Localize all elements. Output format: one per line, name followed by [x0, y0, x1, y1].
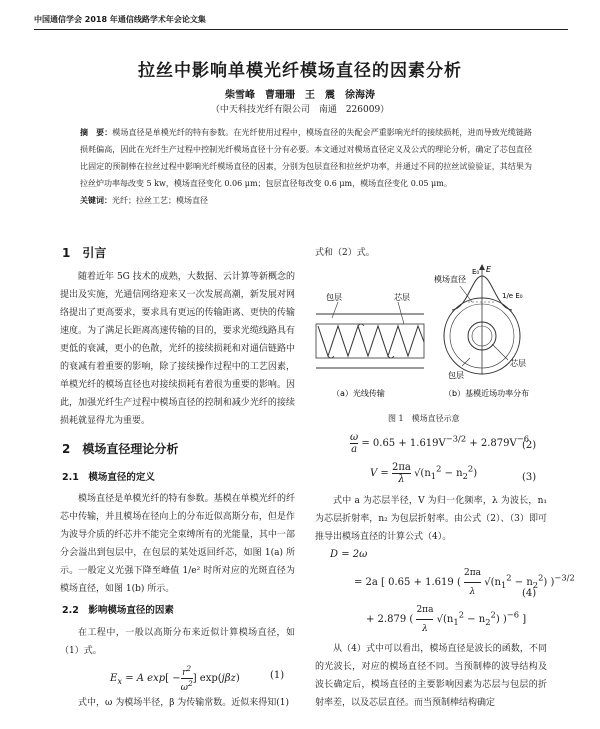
label-core-b: 芯层 — [510, 359, 526, 368]
label-mfd: 模场直径 — [434, 275, 466, 284]
section-1-paragraph: 随着近年 5G 技术的成熟，大数据、云计算等新概念的提出及实施，光通信网络迎来又一次发展高潮，新发展对网络提出了更高要求，要求具有更远的传输距离、更快的传输速度。为了满足长距离高速传输的目的，要求光缆线路具有更低的衰减，更小的色散，光纤的接续损耗和对通信链路中的衰减有着重要的影响，除了接续操作过程中的工艺因素，单模光纤的模场直径也对接续损耗有着很为重要的影响。因此，加强光纤生产过程中模场直径的控制和减少光纤的接续损耗就显得尤为重要。 — [60, 272, 295, 426]
section-1-heading: 1 引言 — [62, 246, 107, 260]
abstract-block — [80, 124, 532, 209]
paragraph-final: 从（4）式中可以看出，模场直径是波长的函数，不同的光波长，对应的模场直径不同。当预制棒的波导结构及波长确定后，模场直径的主要影响因素为芯层与包层的折射率差，以及芯层直径。而当预制棒结构确定 — [315, 644, 547, 708]
equation-3: V = $\frac{2\pi a}{\lambda}$ $√(n_1^2 - n_2^2)$ — [370, 462, 478, 485]
equation-3-number: (3) — [522, 472, 537, 483]
keywords-label: 关键词： — [80, 195, 112, 205]
paragraph-after-eq1: 式中，ω 为模场半径，β 为传输常数。近似来得知(1) — [78, 698, 290, 708]
paragraph-after-eq3: 式中 a 为芯层半径，V 为归一化频率，λ 为波长，n₁ 为芯层折射率，n₂ 为包层折射率。由公式（2）、（3）即可推导出模场直径的计算公式（4）。 — [315, 496, 547, 542]
figure-1 — [312, 262, 552, 412]
equation-4: D = 2ω = 2a [ 0.65 + 1.619 ( $\frac{2\pi a}{\lambda}$ $√(n_1^2 - n_2^2)$ )$^{-3/2}$ + 2.879 ( $\frac{2\pi a}{\lambda}$ $√(n_1^2 - n_2^2)$ )$^{-6}$ ] — [330, 549, 575, 634]
figure-1b-diagram — [434, 264, 529, 398]
subcaption-b: （b）基模近场功率分布 — [444, 389, 530, 398]
subsection-2-2-heading: 2.2 影响模场直径的因素 — [62, 605, 174, 616]
label-cladding-b: 包层 — [448, 371, 464, 380]
section-2-heading: 2 模场直径理论分析 — [62, 442, 179, 456]
figure-1a-diagram — [316, 292, 424, 398]
equation-2: $\frac{\omega}{a}$ = $0.65 + 1.619V^{-3/2} + 2.879V^{-6}$ — [350, 432, 530, 455]
abstract-text: 模场直径是单模光纤的特有参数。在光纤使用过程中，模场直径的失配会严重影响光纤的接续损耗，进而导致光缆链路损耗偏高，因此在光纤生产过程中控制光纤模场直径十分有必要。本文通过对模场直径定义及公式的理论分析，确定了芯包直径比固定的预制棒在拉丝过程中影响光纤模场直径的因素，分别为包层直径和拉丝炉功率，并通过不同的拉丝试验验证，其结果为拉丝炉功率每改变 5 kw，模场直径变化 0.06 μm；包层直径每改变 0.6 μm，模场直径变化 0.05 μm。 — [80, 128, 533, 188]
label-core-a: 芯层 — [394, 293, 410, 302]
abstract-label: 摘 要： — [80, 127, 113, 137]
subsection-2-1-heading: 2.1 模场直径的定义 — [62, 472, 155, 483]
subsection-2-2-paragraph: 在工程中，一般以高斯分布来近似计算模场直径，如（1）式。 — [60, 628, 295, 656]
keywords-text: 光纤；拉丝工艺；模场直径 — [112, 196, 208, 205]
label-cladding-a: 包层 — [326, 293, 342, 302]
paper-affiliation: （中天科技光纤有限公司 南通 226009） — [210, 105, 390, 115]
equation-1: $E_x = A$ exp[ − $\frac{r^2}{\omega^2}$ ] exp(jβz) — [110, 664, 240, 693]
paper-authors: 柴雪峰 曹珊珊 王 震 徐海涛 — [225, 90, 375, 101]
paper-title: 拉丝中影响单模光纤模场直径的因素分析 — [138, 61, 462, 81]
subsection-2-1-paragraph: 模场直径是单模光纤的特有参数。基模在单模光纤的纤芯中传输，并且模场在径向上的分布近似高斯分布，但是作为波导介质的纤芯并不能完全束缚所有的光能量，其中一部分会溢出到包层中，在包层的某处返回纤芯，如图 1(a) 所示。一般定义光强下降至峰值 1/e² 时所对应的光斑直径为模场直径，如图 1(b) 所示。 — [60, 494, 295, 594]
figure-1-caption: 图 1 模场直径示意 — [388, 414, 460, 423]
right-intro: 式和（2）式。 — [315, 248, 375, 258]
running-header: 中国通信学会 2018 年通信线路学术年会论文集 — [34, 15, 206, 24]
equation-4-number: (4) — [522, 588, 537, 599]
label-e0-over-e: 1/e E₀ — [502, 292, 523, 300]
header-rule — [34, 29, 568, 30]
equation-1-number: (1) — [270, 670, 285, 681]
equation-2-number: (2) — [522, 440, 537, 451]
label-e0: E₀ — [472, 268, 480, 276]
axis-e: E — [486, 265, 492, 274]
subcaption-a: （a）光线传输 — [332, 389, 385, 398]
